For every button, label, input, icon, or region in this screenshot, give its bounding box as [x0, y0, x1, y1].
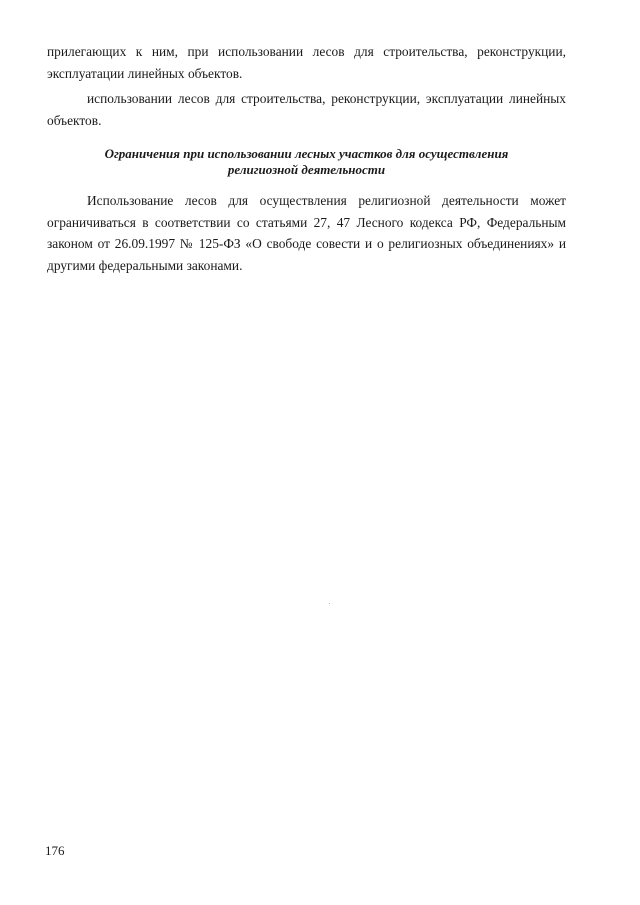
page-number: 176: [45, 843, 65, 858]
section-heading-line-2: религиозной деятельности: [227, 162, 386, 177]
paragraph-religious-activity: Использование лесов для осуществления религиозной деятельности может ограничиваться в соответствии со статьями 27, 47 Лесного кодекса РФ, Федеральным законом от 26.09.1997 № 125-ФЗ «О свободе совести и о религиозных объединениях» и другими федеральными законами.: [47, 193, 566, 273]
section-heading: [47, 146, 566, 178]
paragraph-continuation: прилегающих к ним, при использовании лесов для строительства, реконструкции, эксплуатации линейных объектов.: [47, 44, 566, 81]
section-heading-line-1: Ограничения при использовании лесных участков для осуществления: [104, 146, 509, 161]
paragraph-linear-objects: использовании лесов для строительства, реконструкции, эксплуатации линейных объектов.: [47, 91, 566, 128]
scan-speck: [329, 603, 330, 604]
